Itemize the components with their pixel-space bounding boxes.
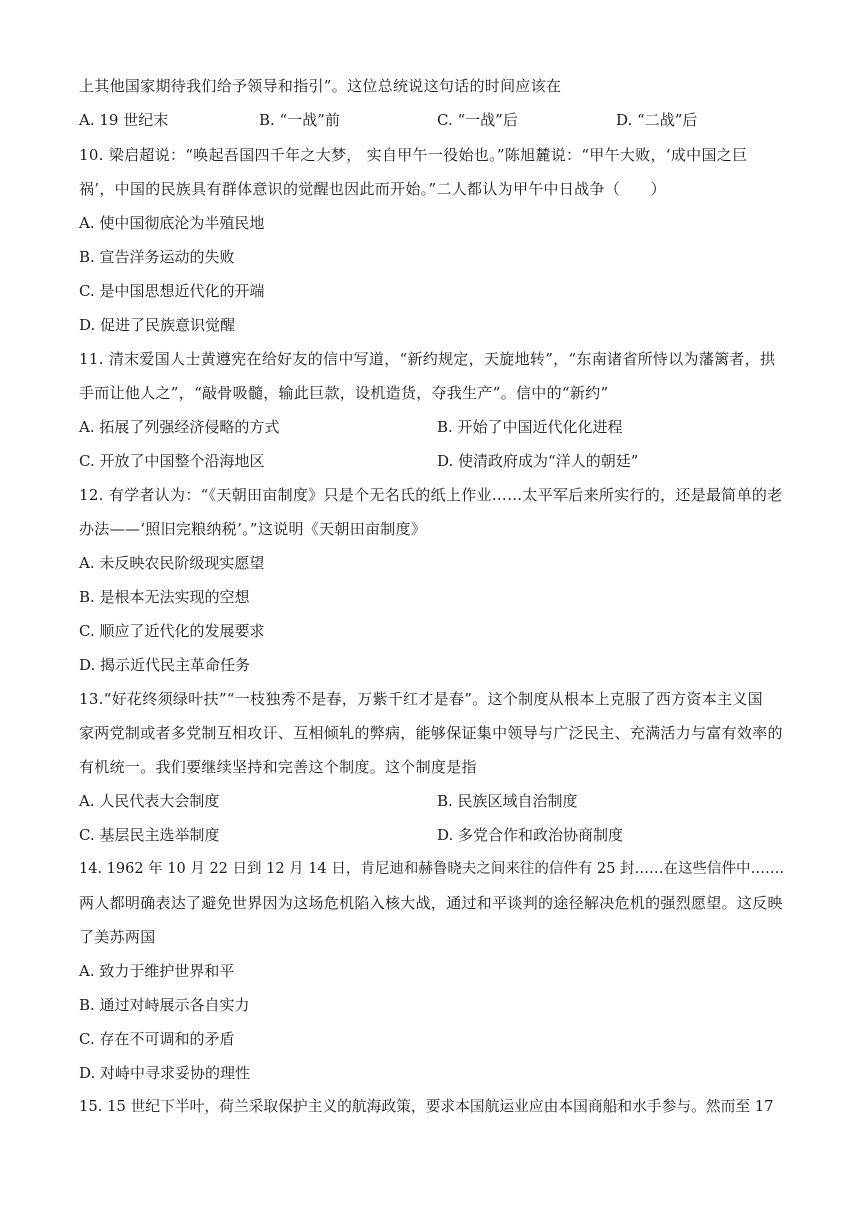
q13-option-b[interactable]: B. 民族区域自治制度 xyxy=(437,792,578,810)
q11-option-c[interactable]: C. 开放了中国整个沿海地区 xyxy=(79,452,265,470)
q10-option-d[interactable]: D. 促进了民族意识觉醒 xyxy=(79,316,236,334)
q13-stem-line: 13.“好花终须绿叶扶”“一枝独秀不是春，万紫千红才是春”。这个制度从根本上克服了西方资本主义国 xyxy=(79,690,763,708)
q13-stem-line: 家两党制或者多党制互相攻讦、互相倾轧的弊病，能够保证集中领导与广泛民主、充满活力与富有效率的 xyxy=(79,724,783,742)
q13-stem-line: 有机统一。我们要继续坚持和完善这个制度。这个制度是指 xyxy=(79,758,477,776)
q14-stem-line: 两人都明确表达了避免世界因为这场危机陷入核大战，通过和平谈判的途径解决危机的强烈愿望。这反映 xyxy=(79,894,783,912)
q15-stem-line: 15. 15 世纪下半叶，荷兰采取保护主义的航海政策，要求本国航运业应由本国商船和水手参与。然而至 17 xyxy=(79,1098,774,1115)
q11-option-b[interactable]: B. 开始了中国近代化化进程 xyxy=(437,418,623,436)
q12-stem-line: 办法——‘照旧完粮纳税’。”这说明《天朝田亩制度》 xyxy=(79,520,427,538)
q9-stem-tail: 上其他国家期待我们给予领导和指引”。这位总统说这句话的时间应该在 xyxy=(79,77,562,95)
q10-stem-line: 祸’，中国的民族具有群体意识的觉醒也因此而开始。”二人都认为甲午中日战争（ ） xyxy=(79,180,666,198)
q10-option-a[interactable]: A. 使中国彻底沦为半殖民地 xyxy=(79,214,265,232)
q11-option-d[interactable]: D. 使清政府成为“洋人的朝廷” xyxy=(437,452,639,470)
q12-stem-line: 12. 有学者认为：“《天朝田亩制度》只是个无名氏的纸上作业……太平军后来所实行的，还是最简单的老 xyxy=(79,486,783,504)
q13-option-a[interactable]: A. 人民代表大会制度 xyxy=(79,792,220,810)
q13-option-c[interactable]: C. 基层民主选举制度 xyxy=(79,826,220,844)
q14-stem-line: 14. 1962 年 10 月 22 日到 12 月 14 日，肯尼迪和赫鲁晓夫之间来往的信件有 25 封……在这些信件中……. xyxy=(79,861,785,877)
q13-option-d[interactable]: D. 多党合作和政治协商制度 xyxy=(437,826,624,844)
q10-stem-line: 10. 梁启超说：“唤起吾国四千年之大梦， 实自甲午一役始也。”陈旭麓说：“甲午大败，‘成中国之巨 xyxy=(79,146,748,164)
q9-option-d[interactable]: D. “二战”后 xyxy=(616,111,698,129)
q12-option-d[interactable]: D. 揭示近代民主革命任务 xyxy=(79,656,251,674)
q10-option-b[interactable]: B. 宣告洋务运动的失败 xyxy=(79,248,235,266)
q14-option-c[interactable]: C. 存在不可调和的矛盾 xyxy=(79,1030,235,1048)
q12-option-a[interactable]: A. 未反映农民阶级现实愿望 xyxy=(79,554,265,572)
q11-stem-line: 11. 清末爱国人士黄遵宪在给好友的信中写道，“新约规定，天旋地转”，“东南诸省所恃以为藩篱者，拱 xyxy=(79,350,776,368)
q10-option-c[interactable]: C. 是中国思想近代化的开端 xyxy=(79,282,265,300)
q9-option-a[interactable]: A. 19 世纪末 xyxy=(79,111,169,129)
q9-option-b[interactable]: B. “一战”前 xyxy=(259,111,340,129)
q12-option-b[interactable]: B. 是根本无法实现的空想 xyxy=(79,588,250,606)
q11-option-a[interactable]: A. 拓展了列强经济侵略的方式 xyxy=(79,418,280,436)
q14-stem-line: 了美苏两国 xyxy=(79,928,156,946)
q14-option-a[interactable]: A. 致力于维护世界和平 xyxy=(79,962,235,980)
q14-option-b[interactable]: B. 通过对峙展示各自实力 xyxy=(79,996,250,1014)
q11-stem-line: 手而让他人之”，“敲骨吸髓，输此巨款，设机造货，夺我生产”。信中的“新约” xyxy=(79,384,609,402)
q12-option-c[interactable]: C. 顺应了近代化的发展要求 xyxy=(79,622,265,640)
q14-option-d[interactable]: D. 对峙中寻求妥协的理性 xyxy=(79,1064,251,1082)
q9-option-c[interactable]: C. “一战”后 xyxy=(437,111,518,129)
